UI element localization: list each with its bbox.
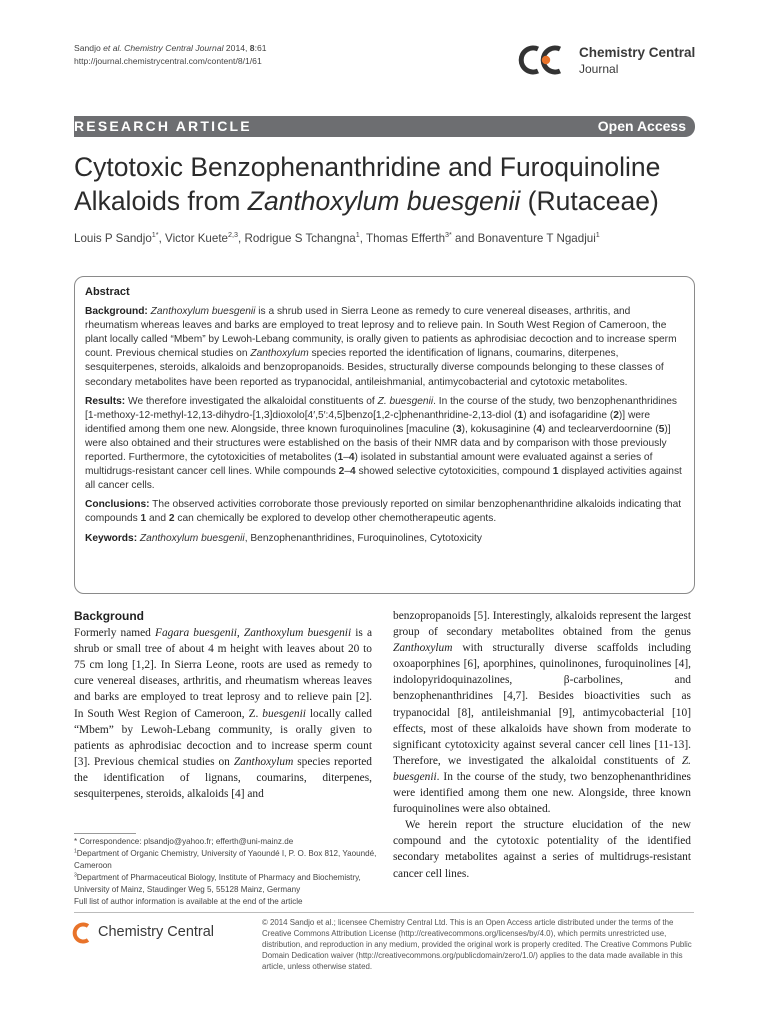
abstract-text: and [146, 513, 169, 525]
title-line1: Cytotoxic Benzophenanthridine and Furoquinoline [74, 152, 661, 182]
section-heading: Background [74, 609, 145, 623]
body-text: Formerly named [74, 627, 155, 640]
citation-journal: et al. Chemistry Central Journal [103, 43, 224, 53]
body-text: with structurally diverse scaffolds including oxoaporphines [6], aporphines, quinolinones, furoquinolines [4], indolopyridoquinazolines, β-carbolines, and benzophenanthridines [4,7]. Besides bioactivities such as trypanocidal [8], antileishmanial [9], antimycobacterial [10] effects, most of these alkaloids have shown from moderate to significant cytotoxicity against several cancer cell lines [11-13]. Therefore, we investigated the alkaloidal constituents of [393, 642, 691, 767]
abstract-text: – [343, 452, 349, 464]
abstract-text: )] were identified among them one new. Alongside, three known furoquinolines [maculine ( [85, 409, 651, 435]
title-text: Alkaloids from [74, 186, 248, 216]
brand-journal: Journal [579, 62, 619, 76]
compound-number: 2 [338, 466, 345, 478]
keywords-text: , Benzophenanthridines, Furoquinolines, Cytotoxicity [244, 532, 482, 544]
full-list-note: Full list of author information is available at the end of the article [74, 897, 303, 907]
compound-number: 1 [337, 452, 344, 464]
compound-number: 1 [140, 513, 147, 525]
chemistry-central-logo-icon [516, 41, 574, 81]
body-text: locally called “Mbem” by Lewoh-Lebang community, is orally given to patients as aphrodisiac decoction and to increase sperm count [3]. Previous chemical studies on [74, 707, 372, 768]
body-text: benzopropanoids [5]. Interestingly, alkaloids represent the largest group of secondary metabolites obtained from the genus [393, 610, 691, 639]
affiliation-text: Department of Organic Chemistry, University of Yaoundé I, P. O. Box 812, Yaoundé, Cameroon [74, 849, 377, 871]
species-name: Z. buesgenii [377, 395, 434, 407]
author: Thomas Efferth [365, 232, 446, 245]
abstract-text: ), kokusaginine ( [461, 423, 537, 435]
affiliation [74, 848, 379, 872]
abstract-heading: Abstract [85, 286, 130, 298]
citation-url[interactable]: http://journal.chemistrycentral.com/content/8/1/61 [74, 56, 262, 66]
citation-authors: Sandjo [74, 43, 104, 53]
affiliation-text: Department of Pharmaceutical Biology, Institute of Pharmacy and Biochemistry, University of Mainz, Staudinger Weg 5, 55128 Mainz, Germany [74, 873, 361, 895]
author: Bonaventure T Ngadjui [477, 232, 596, 245]
citation [74, 42, 267, 68]
compound-number: 4 [350, 466, 356, 478]
abstract-label: Conclusions: [85, 499, 150, 511]
affiliation [74, 872, 379, 896]
title-family: (Rutaceae) [520, 186, 659, 216]
abstract-keywords [85, 532, 686, 546]
species-name: Z. buesgenii [393, 754, 691, 783]
abstract-content [85, 285, 686, 551]
abstract-text: – [344, 466, 351, 478]
abstract-text: The observed activities corroborate those previously reported on similar benzophenanthridine alkaloids indicating that compounds [85, 499, 682, 525]
genus-name: Zanthoxylum [250, 348, 309, 360]
compound-number: 1 [517, 409, 524, 421]
abstract-label: Background: [85, 306, 148, 318]
citation-page: :61 [254, 43, 267, 53]
correspondence: * Correspondence: plsandjo@yahoo.fr; efferth@uni-mainz.de [74, 837, 294, 846]
abstract-text: species reported the identification of lignans, coumarins, diterpenes, sesquiterpenes, steroids, alkaloids and benzopropanoids. Besides, structurally diverse compounds belonging to these classes of secondary metabolites have been reported as trypanocidal, antileishmanial, antimycobacterial and cytotoxic metabolites. [85, 348, 664, 388]
citation-line1 [74, 42, 267, 55]
footer-logo [72, 921, 232, 947]
compound-number: 2 [613, 409, 619, 421]
body-paragraph: We herein report the structure elucidation of the new compound and the cytotoxic potentiality of the identified secondary metabolites against a series of multidrugs-resistant cancer cell lines. [393, 819, 691, 880]
species-name: Fagara buesgenii, Zanthoxylum buesgenii [154, 627, 352, 640]
compound-number: 3 [455, 423, 462, 435]
body-text: species reported the identification of lignans, coumarins, diterpenes, sesquiterpenes, steroids, alkaloids [4] and [74, 755, 373, 801]
abstract-text: displayed activities against all cancer cells. [85, 466, 682, 492]
compound-number: 1 [552, 466, 559, 478]
abstract-text: is a shrub used in Sierra Leone as remedy to cure venereal diseases, arthritis, and rheumatism whereas leaves and barks are employed to treat leprosy and to relieve pain. In South West Region of Cameroon, the plant locally called “Mbem” by Lewoh-Lebang community, is orally given to patients as aphrodisiac decoction and to increase sperm count. Previous chemical studies on [85, 306, 677, 360]
author-affiliation: 3* [445, 230, 452, 240]
body-paragraph [74, 625, 372, 802]
separator: , [238, 232, 245, 245]
abstract-conclusions [85, 498, 686, 526]
separator: , [158, 232, 166, 245]
compound-number: 2 [168, 513, 175, 525]
title-species: Zanthoxylum buesgenii [247, 186, 521, 216]
footnotes [74, 836, 379, 909]
author: Rodrigue S Tchangna [244, 232, 356, 245]
body-column-right [393, 608, 691, 882]
author-affiliation: 1* [151, 230, 159, 240]
author: Victor Kuete [165, 232, 228, 245]
open-access-label: Open Access [597, 118, 686, 134]
article-type-banner [74, 116, 695, 137]
citation-year: 2014, [223, 43, 250, 53]
article-type: RESEARCH ARTICLE [74, 118, 252, 134]
compound-number: 4 [536, 423, 543, 435]
affiliation-number: 1 [74, 848, 77, 855]
article-title [74, 150, 714, 218]
affiliation-number: 3 [74, 872, 77, 879]
author: Louis P Sandjo [74, 232, 152, 245]
abstract-text: . In the course of the study, two benzophenanthridines [1-methoxy-12-methyl-12,13-dihydro-[1,3]dioxolo[4′,5′:4,5]benzo[1,2-c]phenanthridine-2,13-diol ( [85, 395, 677, 421]
license-text: © 2014 Sandjo et al.; licensee Chemistry Central Ltd. This is an Open Access article distributed under the terms of the Creative Commons Attribution License (http://creativecommons.org/licenses/by/4.0), which permits unrestricted use, distribution, and reproduction in any medium, provided the original work is properly credited. The Creative Commons Public Domain Dedication waiver (http://creativecommons.org/publicdomain/zero/1.0/) applies to the data made available in this article, unless otherwise stated. [262, 918, 692, 972]
abstract-text: ) isolated in substantial amount were evaluated against a series of multidrugs-resistant cancer cell lines. While compounds [85, 452, 653, 478]
compound-number: 5 [658, 423, 665, 435]
abstract-text: We therefore investigated the alkaloidal constituents of [125, 395, 378, 407]
citation-volume: 8 [249, 43, 255, 53]
abstract-results [85, 395, 686, 494]
footer-brand: Chemistry Central [98, 924, 215, 940]
brand-name: Chemistry Central [579, 45, 696, 60]
author-affiliation: 1 [355, 230, 360, 240]
species-name: Zanthoxylum buesgenii [150, 306, 256, 318]
keyword-species: Zanthoxylum buesgenii [137, 532, 245, 544]
genus-name: Zanthoxylum [393, 642, 453, 655]
genus-name: Zanthoxylum [233, 755, 294, 768]
author-affiliation: 1 [595, 230, 600, 240]
abstract-label: Results: [85, 395, 126, 407]
journal-logo [516, 41, 716, 81]
body-text: is a shrub or small tree of about 4 m height with leaves about 20 to 75 cm long [1,2]. In Sierra Leone, roots are used as remedy to cure venereal diseases, arthritis, and rheumatism whereas leaves and barks are employed to treat leprosy and to relieve pain [2]. In South West Region of Cameroon, Z. [74, 627, 372, 720]
separator: and [451, 232, 478, 245]
chemistry-central-footer-icon [72, 921, 94, 945]
abstract-text: showed selective cytotoxicities, compound [355, 466, 553, 478]
abstract-text: ) and isofagaridine ( [523, 409, 614, 421]
abstract-text: ) and teclearverdoornine ( [542, 423, 659, 435]
author-affiliation: 2,3 [228, 230, 238, 240]
abstract-label: Keywords: [85, 532, 138, 544]
compound-number: 4 [348, 452, 355, 464]
abstract-text: )] were also obtained and their structures were established on the basis of their NMR data and by comparison with those previously reported. Furthermore, the cytotoxicities of metabolites ( [85, 423, 671, 464]
title-line2 [74, 184, 714, 218]
separator: , [359, 232, 366, 245]
abstract-text: can chemically be explored to develop other chemotherapeutic agents. [174, 513, 497, 525]
body-column-left [74, 608, 372, 802]
species-name: buesgenii [262, 707, 306, 720]
footnote-divider [74, 833, 136, 834]
body-paragraph [393, 608, 691, 817]
footer-divider [74, 912, 694, 913]
body-text: . In the course of the study, two benzophenanthridines were identified among them one new. Alongside, three known furoquinolines were also obtained. [393, 770, 691, 816]
abstract-box [74, 276, 695, 594]
abstract-background [85, 305, 686, 390]
author-list [74, 232, 600, 245]
